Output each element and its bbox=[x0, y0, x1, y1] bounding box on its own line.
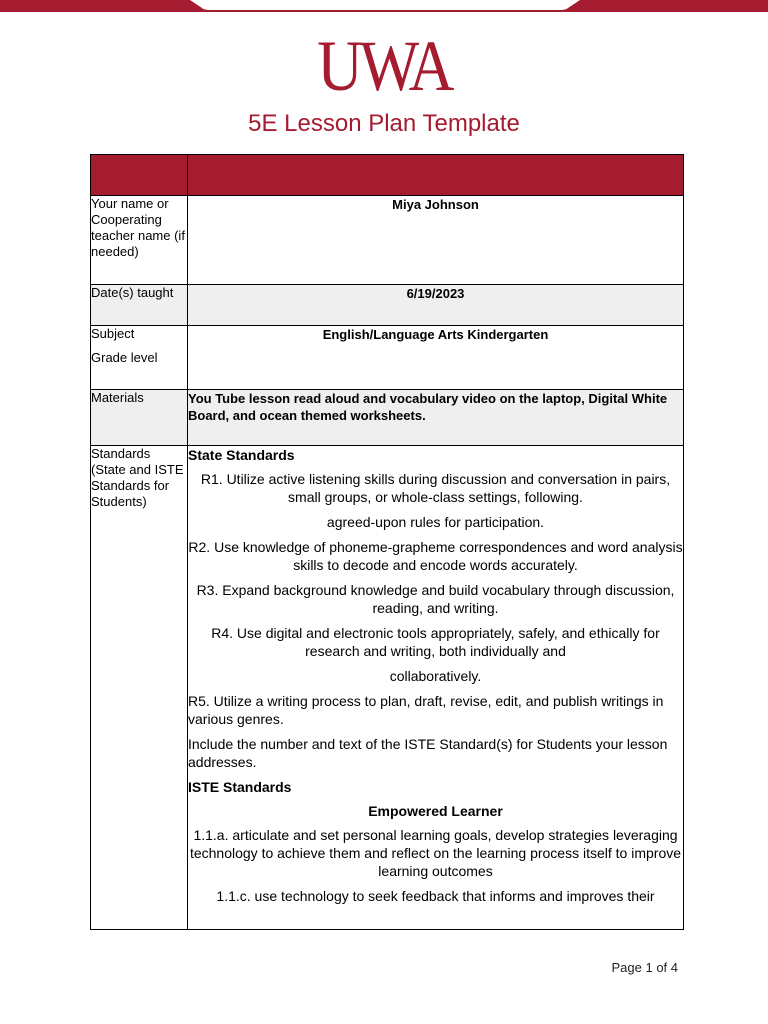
top-banner-notch bbox=[190, 0, 580, 10]
iste-1-1-c: 1.1.c. use technology to seek feedback that informs and improves their bbox=[216, 888, 655, 904]
materials-label: Materials bbox=[91, 390, 188, 446]
standard-r4: R4. Use digital and electronic tools appropriately, safely, and ethically for research and writing, both individually and bbox=[211, 625, 660, 659]
standard-r4-continued: collaboratively. bbox=[389, 668, 482, 684]
row-dates bbox=[91, 285, 684, 326]
uwa-logo: UWA bbox=[317, 26, 451, 106]
header-cell-right bbox=[188, 155, 684, 196]
row-standards bbox=[91, 446, 684, 930]
page-title: 5E Lesson Plan Template bbox=[248, 110, 520, 137]
iste-1-1-a: 1.1.a. articulate and set personal learning goals, develop strategies leveraging technology to achieve them and reflect on the learning process itself to improve learning outcomes bbox=[189, 827, 682, 879]
state-standards-heading: State Standards bbox=[188, 447, 295, 463]
header-cell-left bbox=[91, 155, 188, 196]
page-number: Page 1 of 4 bbox=[611, 960, 678, 975]
iste-include-note: Include the number and text of the ISTE Standard(s) for Students your lesson addresses. bbox=[188, 736, 668, 770]
standard-r1: R1. Utilize active listening skills during discussion and conversation in pairs, small groups, or whole-class settings, following. bbox=[200, 471, 671, 505]
row-materials bbox=[91, 390, 684, 446]
materials-value: You Tube lesson read aloud and vocabulary video on the laptop, Digital White Board, and ocean themed worksheets. bbox=[188, 390, 684, 446]
table-header-row bbox=[91, 155, 684, 196]
standard-r1-continued: agreed-upon rules for participation. bbox=[326, 514, 545, 530]
dates-value: 6/19/2023 bbox=[188, 285, 684, 326]
name-label: Your name or Cooperating teacher name (if needed) bbox=[91, 196, 188, 285]
top-banner bbox=[0, 0, 768, 12]
name-value: Miya Johnson bbox=[188, 196, 684, 285]
standard-r5: R5. Utilize a writing process to plan, draft, revise, edit, and publish writings in various genres. bbox=[188, 693, 664, 727]
iste-standards-heading: ISTE Standards bbox=[188, 779, 292, 795]
dates-label: Date(s) taught bbox=[91, 285, 188, 326]
subject-value: English/Language Arts Kindergarten bbox=[188, 326, 684, 390]
standards-label: Standards (State and ISTE Standards for Students) bbox=[91, 446, 188, 930]
lesson-plan-table bbox=[90, 154, 684, 930]
row-subject bbox=[91, 326, 684, 390]
standard-r2: R2. Use knowledge of phoneme-grapheme correspondences and word analysis skills to decode and encode words accurately. bbox=[188, 539, 683, 573]
standards-content bbox=[188, 446, 684, 930]
empowered-learner-heading: Empowered Learner bbox=[368, 803, 503, 819]
row-name bbox=[91, 196, 684, 285]
standard-r3: R3. Expand background knowledge and build vocabulary through discussion, reading, and writing. bbox=[196, 582, 675, 616]
grade-level-label: Grade level bbox=[91, 350, 158, 365]
subject-label-cell bbox=[91, 326, 188, 390]
subject-label: Subject bbox=[91, 326, 135, 341]
